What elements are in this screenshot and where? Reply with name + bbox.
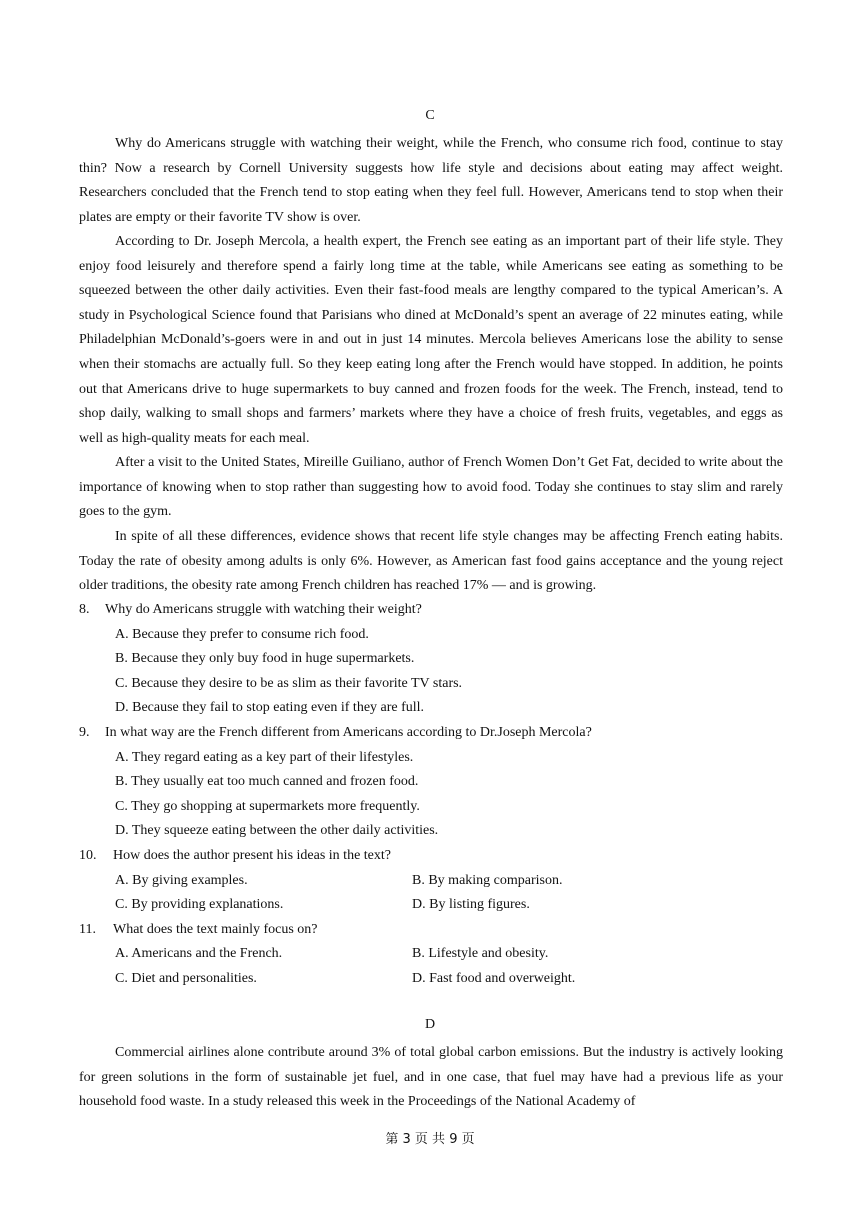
- question-9-option-b: B. They usually eat too much canned and frozen food.: [115, 774, 419, 789]
- question-8-option-b: B. Because they only buy food in huge supermarkets.: [115, 651, 415, 666]
- question-9: [79, 721, 592, 746]
- section-c-title: C: [425, 108, 435, 123]
- question-10-option-d: D. By listing figures.: [412, 897, 530, 912]
- question-8-option-c: C. Because they desire to be as slim as their favorite TV stars.: [115, 676, 463, 691]
- question-number: 9.: [79, 725, 90, 740]
- question-11-option-c: C. Diet and personalities.: [115, 971, 257, 986]
- section-d-title: D: [424, 1017, 436, 1032]
- question-text: In what way are the French different from Americans according to Dr.Joseph Mercola?: [105, 725, 592, 740]
- question-8: [79, 598, 422, 623]
- question-number: 11.: [79, 922, 96, 937]
- question-text: What does the text mainly focus on?: [113, 922, 318, 937]
- question-11-option-b: B. Lifestyle and obesity.: [412, 946, 549, 961]
- question-9-option-a: A. They regard eating as a key part of their lifestyles.: [115, 750, 414, 765]
- question-number: 8.: [79, 602, 90, 617]
- section-c-paragraph-4: In spite of all these differences, evidence shows that recent life style changes may be affecting French eating habits. Today the rate of obesity among adults is only 6%. However, as American fast food gains acceptance and the young reject older traditions, the obesity rate among French children has reached 17% — and is growing.: [79, 529, 783, 594]
- question-10-option-a: A. By giving examples.: [115, 873, 248, 888]
- question-9-option-d: D. They squeeze eating between the other daily activities.: [115, 823, 439, 838]
- question-text: How does the author present his ideas in the text?: [113, 848, 391, 863]
- section-c-paragraph-3: After a visit to the United States, Mireille Guiliano, author of French Women Don’t Get Fat, decided to write about the importance of knowing when to stop rather than suggesting how to avoid food. Today she continues to stay slim and rarely goes to the gym.: [79, 455, 783, 520]
- question-8-option-d: D. Because they fail to stop eating even if they are full.: [115, 700, 425, 715]
- question-number: 10.: [79, 848, 97, 863]
- question-text: Why do Americans struggle with watching their weight?: [105, 602, 422, 617]
- section-c-paragraph-2: According to Dr. Joseph Mercola, a health expert, the French see eating as an important part of their life style. They enjoy food leisurely and therefore spend a fairly long time at the table, while Americans see eating as something to be squeezed between the other daily activities. Even their fast-food meals are lengthy compared to the typical American’s. A study in Psychological Science found that Parisians who dined at McDonald’s spent an average of 22 minutes eating, while Philadelphian McDonald’s-goers were in and out in just 14 minutes. Mercola believes Americans lose the ability to sense when their stomachs are actually full. So they keep eating long after the French would have stopped. In addition, he points out that Americans drive to huge supermarkets to buy canned and frozen foods for the week. The French, instead, tend to shop daily, walking to small shops and farmers’ markets where they have a choice of fresh fruits, vegetables, and eggs as well as high-quality meats for each meal.: [79, 234, 783, 446]
- section-d-paragraph-1: Commercial airlines alone contribute around 3% of total global carbon emissions. But the industry is actively looking for green solutions in the form of sustainable jet fuel, and in one case, that fuel may have had a previous life as your household food waste. In a study released this week in the Proceedings of the National Academy of: [79, 1045, 783, 1110]
- question-10-option-b: B. By making comparison.: [412, 873, 563, 888]
- question-11: [79, 918, 318, 943]
- section-c-paragraph-1: Why do Americans struggle with watching their weight, while the French, who consume rich food, continue to stay thin? Now a research by Cornell University suggests how life style and decisions about eating may affect weight. Researchers concluded that the French tend to stop eating when they feel full. However, Americans tend to stop when their plates are empty or their favorite TV show is over.: [79, 136, 783, 225]
- question-11-option-a: A. Americans and the French.: [115, 946, 283, 961]
- page-number-footer: 第 3 页 共 9 页: [385, 1132, 475, 1147]
- question-9-option-c: C. They go shopping at supermarkets more frequently.: [115, 799, 420, 814]
- question-11-option-d: D. Fast food and overweight.: [412, 971, 576, 986]
- question-10-option-c: C. By providing explanations.: [115, 897, 284, 912]
- question-8-option-a: A. Because they prefer to consume rich food.: [115, 627, 369, 642]
- question-10: [79, 844, 391, 869]
